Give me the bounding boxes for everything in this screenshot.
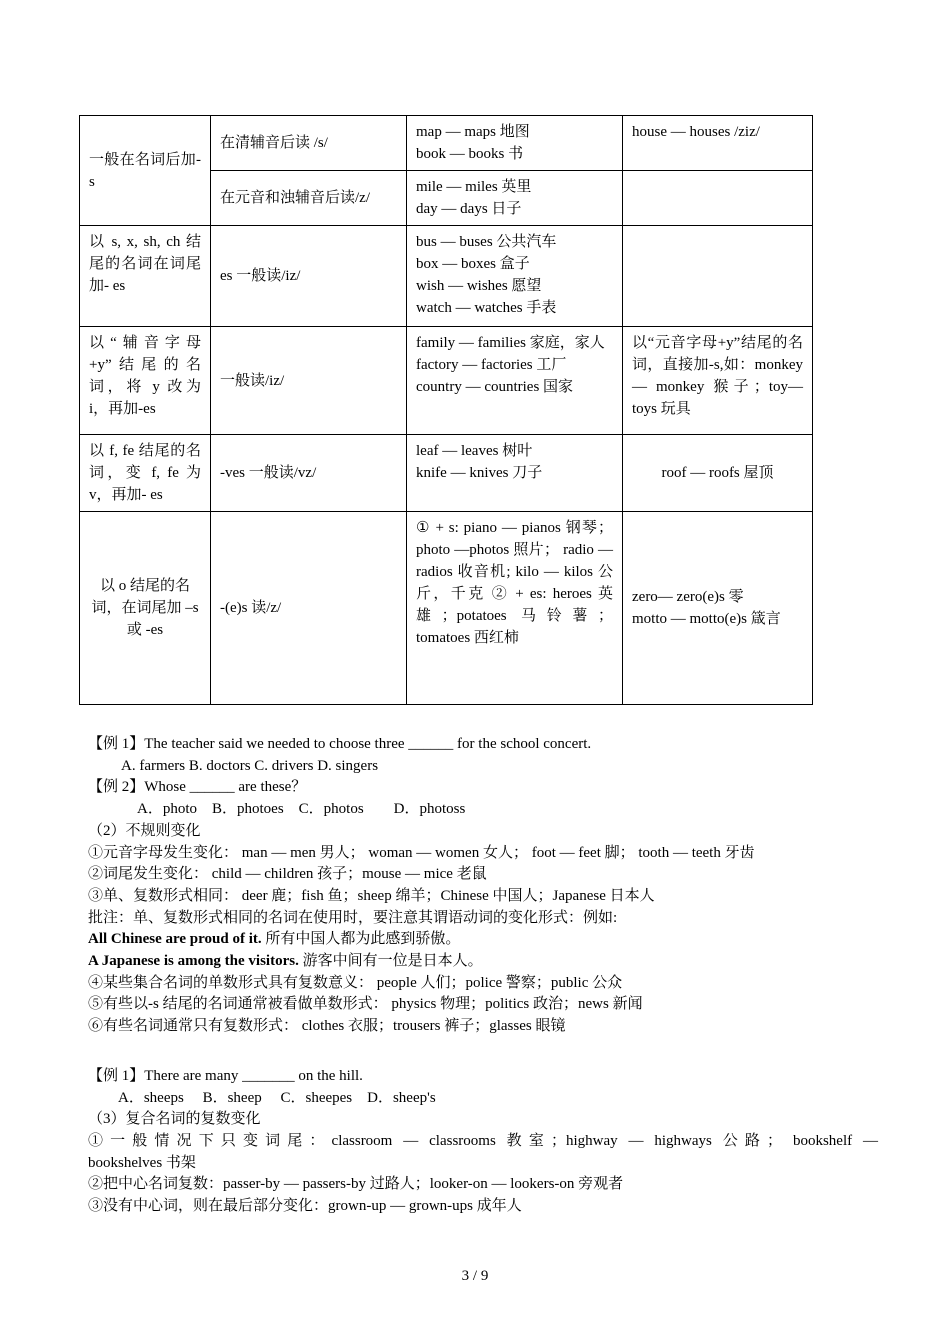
reading-cell: 在元音和浊辅音后读/z/ [211,171,407,226]
rule-line: ⑤有些以-s 结尾的名词通常被看做单数形式： physics 物理；politics 政治；news 新闻 [88,996,643,1013]
example-options: A．sheeps B．sheep C．sheepes D．sheep's [118,1089,436,1106]
note-cell: zero— zero(e)s 零 motto — motto(e)s 箴言 [623,512,813,705]
plural-rules-table [79,115,813,705]
example-question: 【例 2】Whose ______ are these？ [88,779,307,796]
example-sentence: All Chinese are proud of it. 所有中国人都为此感到骄傲。 [88,931,461,948]
section-heading: （3）复合名词的复数变化 [88,1111,261,1128]
reading-cell: -(e)s 读/z/ [211,512,407,705]
note-cell [623,171,813,226]
rule-line: ①一般情况下只变词尾：classroom — classrooms 教室；highway — highways 公路； bookshelf — [88,1132,878,1149]
reading-cell: 在清辅音后读 /s/ [211,116,407,171]
rule-cell: 以 o 结尾的名词，在词尾加 –s 或 -es [80,512,211,705]
rule-cell: 以“辅音字母+y”结尾的名词，将 y 改为 i，再加-es [80,327,211,435]
example-question: 【例 1】There are many _______ on the hill. [88,1067,363,1084]
note-cell: roof — roofs 屋顶 [623,435,813,512]
annotation-line: 批注：单、复数形式相同的名词在使用时，要注意其谓语动词的变化形式：例如: [88,909,618,926]
rule-line: bookshelves 书架 [88,1154,196,1171]
note-cell: 以“元音字母+y”结尾的名词，直接加-s,如：monkey — monkey 猴子；toy—toys 玩具 [623,327,813,435]
rule-line: ③单、复数形式相同： deer 鹿；fish 鱼；sheep 绵羊；Chinese 中国人；Japanese 日本人 [88,887,655,904]
note-cell [623,226,813,327]
examples-cell: family — families 家庭，家人 factory — factories 工厂 country — countries 国家 [407,327,623,435]
example-options: A．photo B．photoes C．photos D．photoss [137,801,466,818]
examples-cell: map — maps 地图 book — books 书 [407,116,623,171]
page-number: 3 / 9 [461,1268,489,1284]
section-heading: （2）不规则变化 [88,822,201,839]
note-cell: house — houses /ziz/ [623,116,813,171]
examples-cell: leaf — leaves 树叶 knife — knives 刀子 [407,435,623,512]
rule-line: ②把中心名词复数：passer-by — passers-by 过路人；looker-on — lookers-on 旁观者 [88,1176,624,1193]
reading-cell: es 一般读/iz/ [211,226,407,327]
examples-cell: mile — miles 英里 day — days 日子 [407,171,623,226]
example-sentence: A Japanese is among the visitors. 游客中间有一位是日本人。 [88,953,483,970]
rule-line: ⑥有些名词通常只有复数形式： clothes 衣服；trousers 裤子；glasses 眼镜 [88,1018,566,1035]
example-options: A. farmers B. doctors C. drivers D. singers [121,757,379,774]
rule-line: ④某些集合名词的单数形式具有复数意义： people 人们；police 警察；public 公众 [88,974,623,991]
rule-cell: 以 f, fe 结尾的名词，变 f, fe 为 v，再加- es [80,435,211,512]
reading-cell: -ves 一般读/vz/ [211,435,407,512]
notes-section [88,734,878,1218]
rule-line: ②词尾发生变化： child — children 孩子；mouse — mice 老鼠 [88,866,487,883]
rule-line: ①元音字母发生变化： man — men 男人； woman — women 女人； foot — feet 脚； tooth — teeth 牙齿 [88,844,755,861]
example-question: 【例 1】The teacher said we needed to choose three ______ for the school concert. [88,736,592,752]
reading-cell: 一般读/iz/ [211,327,407,435]
spacer [88,1038,878,1066]
rule-cell: 一般在名词后加-s [80,116,211,226]
examples-cell: ① + s: piano — pianos 钢琴； photo —photos 照片； radio — radios 收音机; kilo — kilos 公斤，千克 ② + es: heroes 英雄；potatoes 马铃薯；tomatoes 西红柿 [407,512,623,705]
examples-cell: bus — buses 公共汽车 box — boxes 盒子 wish — wishes 愿望 watch — watches 手表 [407,226,623,327]
rule-line: ③没有中心词，则在最后部分变化：grown-up — grown-ups 成年人 [88,1198,522,1215]
rule-cell: 以 s, x, sh, ch 结尾的名词在词尾加- es [80,226,211,327]
